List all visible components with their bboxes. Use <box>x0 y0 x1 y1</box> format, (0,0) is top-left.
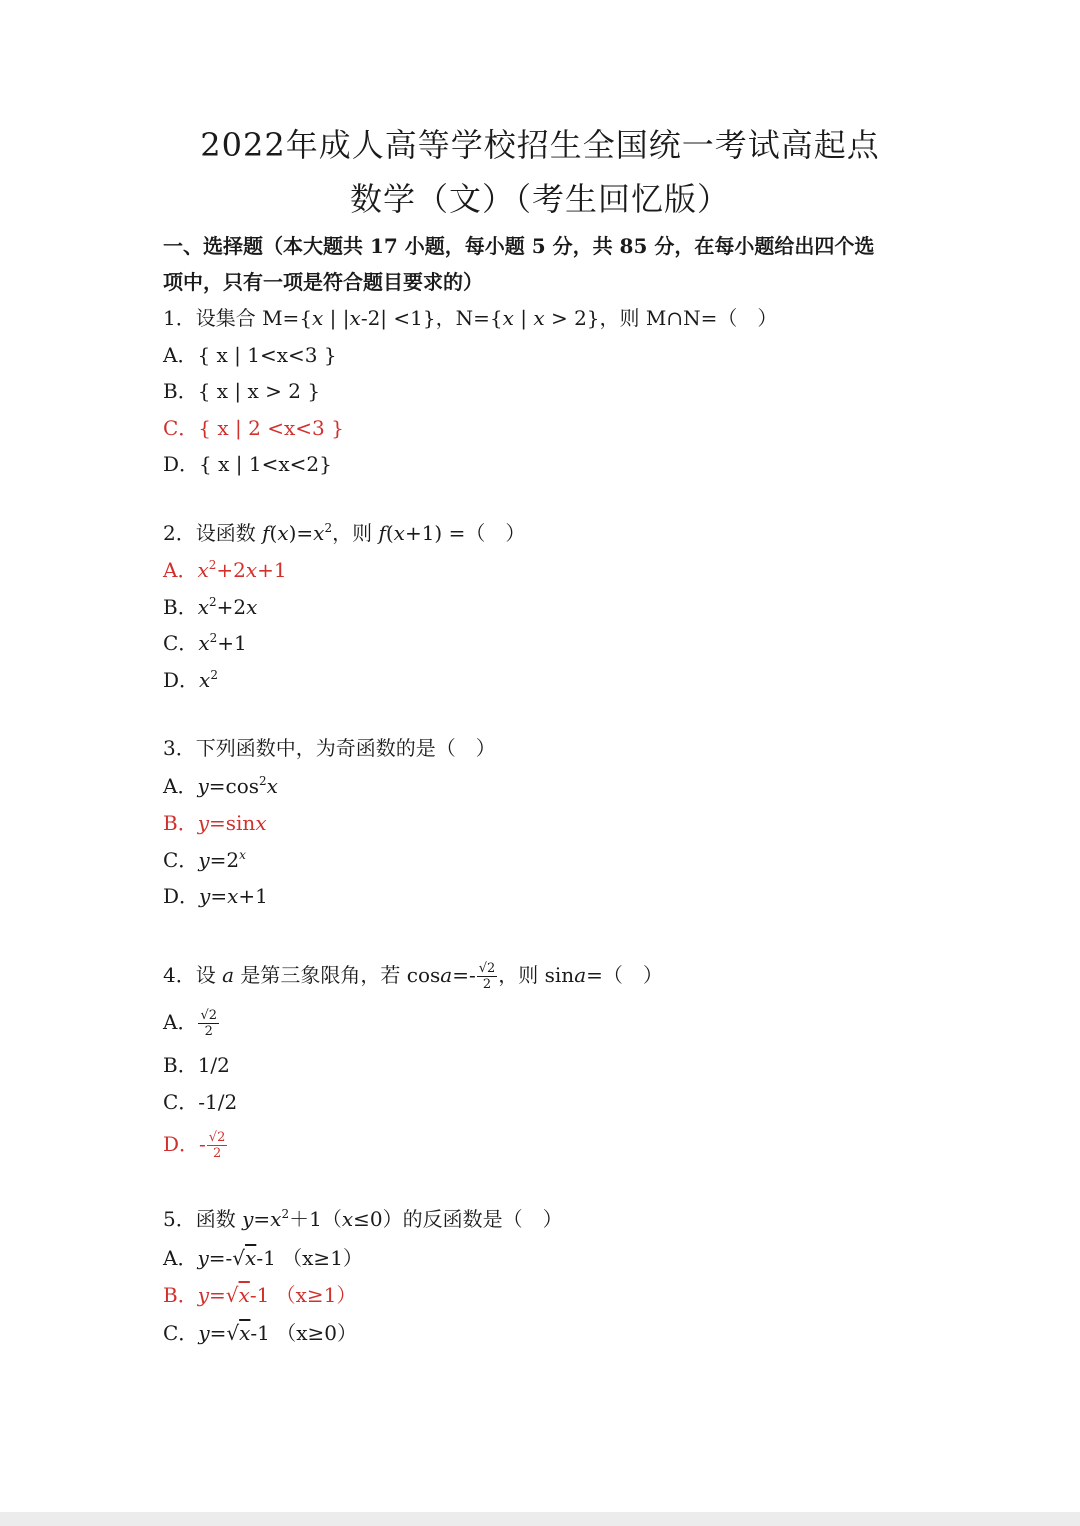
question-3-option-c: C．$y=2^x$ <box>163 848 246 872</box>
question-2-stem: 2．设函数 $f(x)=x^2$，则 f(x+1) =（ ） <box>163 521 526 545</box>
question-2-option-d: D．$x^2$ <box>163 668 218 692</box>
question-1-option-b: B．{ x | x > 2 } <box>163 379 321 403</box>
question-1-option-d: D．{ x | 1<x<2} <box>163 452 332 476</box>
question-4-stem: 4．设 a 是第三象限角，若 cosa=- $\frac{√2}{2}$ ，则 sina=（ ） <box>163 961 663 992</box>
question-4-option-b: B．1/2 <box>163 1053 230 1077</box>
question-1-stem: 1．设集合 M={x | |x-2| <1}，N={x | x > 2}，则 M∩N=（ ） <box>163 306 778 330</box>
question-2-option-c: C．$x^2+1$ <box>163 631 247 655</box>
question-5-option-a: A．y=-√x-1 （x≥1） <box>163 1246 363 1270</box>
section-heading-line-1: 一、选择题（本大题共 17 小题，每小题 5 分，共 85 分，在每小题给出四个选 <box>163 234 875 258</box>
question-2-option-b: B．$x^2+2x$ <box>163 595 258 619</box>
section-heading-line-2: 项中，只有一项是符合题目要求的） <box>163 270 483 294</box>
question-5-option-b-answer: B．y=√x-1 （x≥1） <box>163 1283 357 1307</box>
question-5-stem: 5．函数 $y=x^2+1(x\le 0)$的反函数是（ ） <box>163 1207 563 1231</box>
question-1-option-a: A．{ x | 1<x<3 } <box>163 343 337 367</box>
exam-subtitle: 数学（文）（考生回忆版） <box>349 180 730 218</box>
question-4-option-d-answer: D．- $\frac{√2}{2}$ <box>163 1130 226 1161</box>
fraction: $\frac{√2}{2}$ <box>208 1130 226 1161</box>
question-3-option-a: A．$y=\cos^2x$ <box>163 774 278 798</box>
question-1-option-c-answer: C．{ x | 2 <x<3 } <box>163 416 344 440</box>
question-2-option-a-answer: A．$x^2+2x+1$ <box>163 558 287 582</box>
fraction: $\frac{√2}{2}$ <box>200 1008 218 1039</box>
exam-title: 2022年成人高等学校招生全国统一考试高起点 <box>200 126 880 164</box>
question-3-option-b-answer: B．y=sinx <box>163 811 267 835</box>
section-heading <box>163 228 923 300</box>
question-4-option-c: C．-1/2 <box>163 1090 238 1114</box>
question-3-option-d: D．y=x+1 <box>163 884 268 908</box>
question-4-option-a: A． $\frac{√2}{2}$ <box>163 1008 218 1039</box>
question-5-option-c: C．y=√x-1 （x≥0） <box>163 1321 358 1345</box>
fraction: $\frac{√2}{2}$ <box>478 961 496 992</box>
question-3-stem: 3．下列函数中，为奇函数的是（ ） <box>163 736 496 760</box>
